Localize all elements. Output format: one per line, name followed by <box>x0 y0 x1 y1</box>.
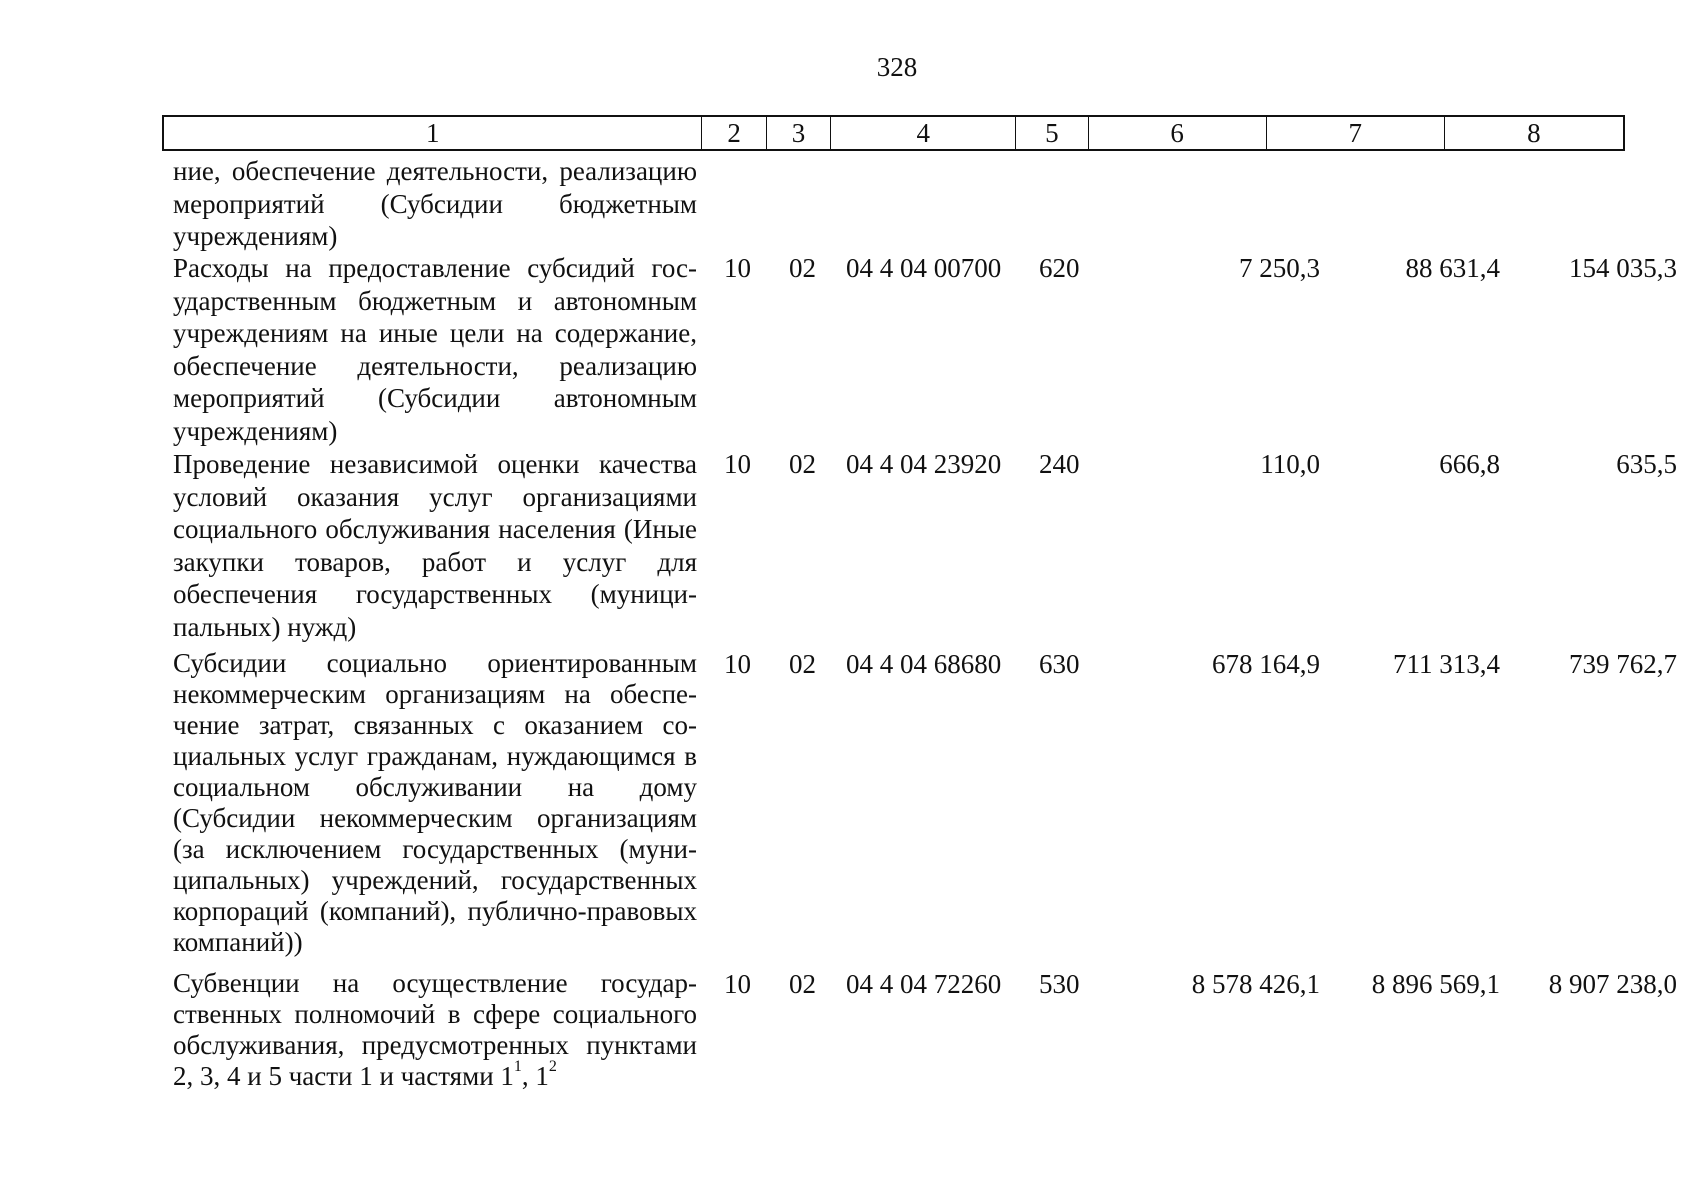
cell-section: 10 <box>724 649 751 679</box>
row-description: Проведение независимой оценки качества условий оказания услуг организациями социального обслуживания населения (Иные закупки товаров, работ и услуг для обеспечения государственных (муниципальных) нужд) <box>173 449 697 642</box>
superscript: 2 <box>548 1058 557 1075</box>
cell-amount-col8: 739 762,7 <box>1569 649 1677 679</box>
cell-amount-col7: 711 313,4 <box>1393 649 1500 679</box>
row-description: Субсидии социально ориентированным некоммерческим организациям на обеспечение затрат, связанных с оказанием социальных услуг гражданам, нуждающимся в социальном обслуживании на дому (Субсидии некоммерческим организациям (за исключением государственных (муниципальных) учреждений, государственных корпораций (компаний), публично-правовых компаний)) <box>173 648 697 957</box>
page-number: 328 <box>876 52 918 82</box>
table-header <box>162 115 1625 151</box>
header-col-7: 7 <box>1267 117 1445 149</box>
header-col-1: 1 <box>164 117 702 149</box>
row-description-tail: , 1 <box>521 1061 549 1091</box>
cell-amount-col6: 110,0 <box>1260 449 1320 479</box>
cell-amount-col7: 8 896 569,1 <box>1371 969 1500 999</box>
cell-target-article: 04 4 04 68680 <box>846 649 1002 679</box>
cell-expense-type: 240 <box>1039 449 1080 479</box>
cell-amount-col8: 8 907 238,0 <box>1548 969 1677 999</box>
cell-amount-col6: 678 164,9 <box>1212 649 1320 679</box>
cell-expense-type: 530 <box>1039 969 1080 999</box>
header-col-4: 4 <box>831 117 1016 149</box>
cell-section: 10 <box>724 449 751 479</box>
row-description: Расходы на предоставление субсидий государственным бюджетным и автономным учреждениям на иные цели на содержание, обеспечение деятельности, реализацию мероприятий (Субсидии автономным учреждениям) <box>173 253 697 446</box>
row-description-block <box>173 968 697 1092</box>
header-col-5: 5 <box>1016 117 1088 149</box>
cell-amount-col7: 666,8 <box>1439 449 1500 479</box>
cell-subsection: 02 <box>789 969 816 999</box>
cell-target-article: 04 4 04 72260 <box>846 969 1002 999</box>
cell-amount-col8: 154 035,3 <box>1569 253 1677 283</box>
row-description: Субвенции на осуществление государственных полномочий в сфере социального обслуживания, предусмотренных пунктами 2, 3, 4 и 5 части 1 и частями 1 <box>173 968 697 1091</box>
row-description: ние, обеспечение деятельности, реализацию мероприятий (Субсидии бюджетным учреждениям) <box>173 156 697 251</box>
cell-amount-col6: 8 578 426,1 <box>1191 969 1320 999</box>
cell-subsection: 02 <box>789 253 816 283</box>
cell-subsection: 02 <box>789 449 816 479</box>
cell-amount-col8: 635,5 <box>1616 449 1677 479</box>
header-col-2: 2 <box>702 117 766 149</box>
cell-expense-type: 620 <box>1039 253 1080 283</box>
cell-section: 10 <box>724 969 751 999</box>
cell-target-article: 04 4 04 00700 <box>846 253 1002 283</box>
cell-subsection: 02 <box>789 649 816 679</box>
superscript: 1 <box>513 1058 522 1075</box>
cell-target-article: 04 4 04 23920 <box>846 449 1002 479</box>
cell-expense-type: 630 <box>1039 649 1080 679</box>
header-col-6: 6 <box>1089 117 1267 149</box>
header-col-8: 8 <box>1527 118 1541 148</box>
header-col-3: 3 <box>767 117 831 149</box>
cell-section: 10 <box>724 253 751 283</box>
cell-amount-col6: 7 250,3 <box>1239 253 1320 283</box>
cell-amount-col7: 88 631,4 <box>1405 253 1500 283</box>
